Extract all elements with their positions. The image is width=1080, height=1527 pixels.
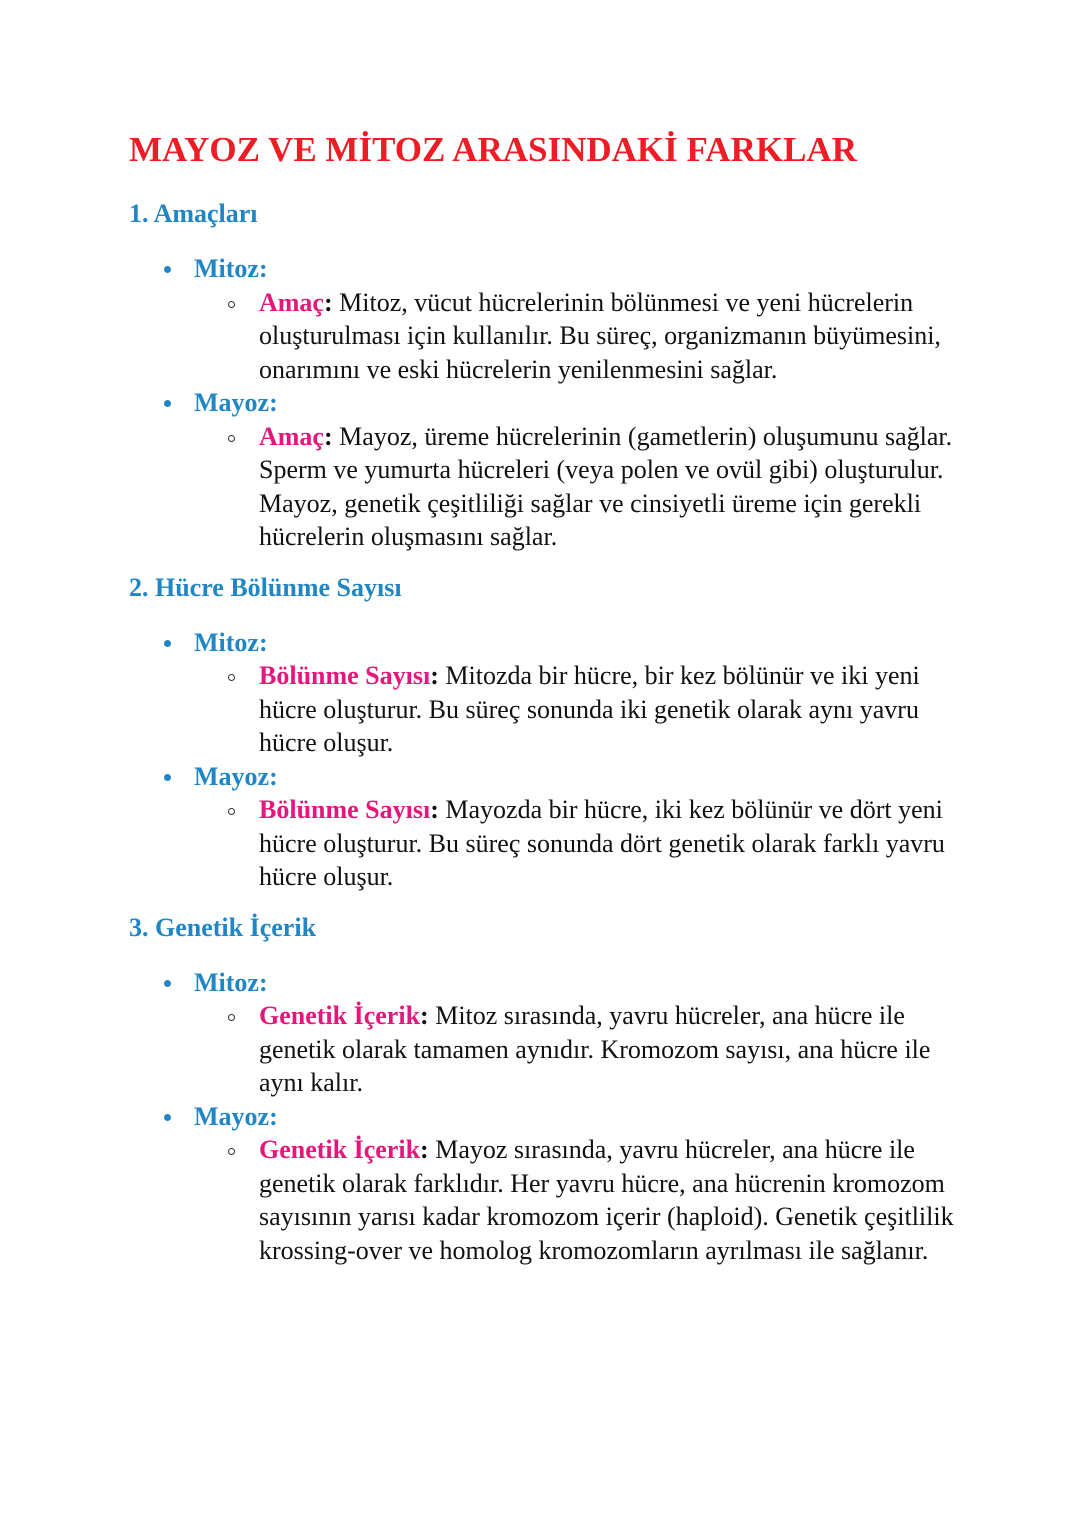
term-label: Genetik İçerik bbox=[259, 1135, 421, 1164]
term-label: Amaç bbox=[259, 287, 324, 317]
bullet-list bbox=[129, 252, 989, 554]
bullet-label: Mayoz: bbox=[194, 1101, 278, 1131]
sub-list bbox=[194, 1133, 989, 1267]
term-label: Bölünme Sayısı bbox=[259, 795, 431, 824]
bullet-item-mitoz bbox=[129, 966, 989, 1100]
sub-item bbox=[194, 420, 959, 554]
sub-text bbox=[259, 1135, 954, 1265]
bullet-item-mayoz bbox=[129, 760, 989, 894]
bullet-item-mitoz bbox=[129, 626, 989, 760]
sub-item bbox=[194, 659, 959, 760]
circle-bullet-icon bbox=[228, 808, 235, 815]
bullet-dot-icon bbox=[164, 266, 171, 273]
bullet-label: Mitoz: bbox=[194, 627, 268, 657]
item-text: Mitozda bir hücre, bir kez bölünür ve iki yeni hücre oluşturur. Bu süreç sonunda iki genetik olarak aynı yavru hücre oluşur. bbox=[259, 661, 920, 757]
bullet-label: Mitoz: bbox=[194, 967, 268, 997]
term-colon: : bbox=[323, 287, 333, 317]
sub-list bbox=[194, 659, 989, 760]
section-amaclari bbox=[129, 194, 989, 554]
bullet-label: Mayoz: bbox=[194, 388, 278, 417]
bullet-item-mayoz bbox=[129, 386, 989, 554]
sub-item bbox=[194, 286, 959, 387]
sub-item bbox=[194, 999, 959, 1100]
sub-list bbox=[194, 286, 989, 387]
bullet-dot-icon bbox=[164, 400, 171, 407]
bullet-item-mayoz bbox=[129, 1100, 989, 1268]
sub-list bbox=[194, 999, 989, 1100]
term-label: Amaç bbox=[259, 421, 324, 451]
document-title: MAYOZ VE MİTOZ ARASINDAKİ FARKLAR bbox=[129, 130, 857, 169]
bullet-dot-icon bbox=[164, 980, 171, 987]
circle-bullet-icon bbox=[228, 301, 235, 308]
term-colon: : bbox=[420, 1001, 429, 1030]
item-text: Mayozda bir hücre, iki kez bölünür ve dört yeni hücre oluşturur. Bu süreç sonunda dört genetik olarak farklı yavru hücre oluşur. bbox=[259, 795, 945, 891]
term-label: Genetik İçerik bbox=[259, 1001, 421, 1030]
circle-bullet-icon bbox=[228, 1148, 235, 1155]
sub-text bbox=[259, 288, 941, 384]
section-hucre-bolunme-sayisi bbox=[129, 568, 989, 894]
item-text: Mitoz, vücut hücrelerinin bölünmesi ve yeni hücrelerin oluşturulması için kullanılır. Bu süreç, organizmanın büyümesini, onarımını ve eski hücrelerin yenilenmesini sağlar. bbox=[259, 287, 941, 384]
item-text: Mayoz sırasında, yavru hücreler, ana hücre ile genetik olarak farklıdır. Her yavru hücre, ana hücrenin kromozom sayısının yarısı kadar kromozom içerir (haploid). Genetik çeşitlilik krossing-over ve homolog kromozomların ayrılması ile sağlanır. bbox=[259, 1135, 954, 1265]
sub-text bbox=[259, 422, 952, 552]
term-colon: : bbox=[420, 1135, 429, 1164]
bullet-label: Mayoz: bbox=[194, 761, 278, 791]
sub-item bbox=[194, 793, 959, 894]
section-heading: 1. Amaçları bbox=[129, 199, 258, 228]
bullet-label: Mitoz: bbox=[194, 254, 268, 283]
sub-list bbox=[194, 420, 989, 554]
sub-text bbox=[259, 661, 920, 757]
bullet-list bbox=[129, 626, 989, 894]
term-label: Bölünme Sayısı bbox=[259, 661, 431, 690]
term-colon: : bbox=[430, 795, 439, 824]
document-page bbox=[129, 120, 989, 1267]
sub-text bbox=[259, 795, 945, 891]
bullet-list bbox=[129, 966, 989, 1268]
item-text: Mitoz sırasında, yavru hücreler, ana hücre ile genetik olarak tamamen aynıdır. Kromozom sayısı, ana hücre ile aynı kalır. bbox=[259, 1001, 931, 1097]
circle-bullet-icon bbox=[228, 435, 235, 442]
section-heading: 2. Hücre Bölünme Sayısı bbox=[129, 572, 402, 602]
bullet-dot-icon bbox=[164, 640, 171, 647]
bullet-dot-icon bbox=[164, 1114, 171, 1121]
bullet-dot-icon bbox=[164, 774, 171, 781]
circle-bullet-icon bbox=[228, 1014, 235, 1021]
item-text: Mayoz, üreme hücrelerinin (gametlerin) oluşumunu sağlar. Sperm ve yumurta hücreleri (veya polen ve ovül gibi) oluşturulur. Mayoz, genetik çeşitliliği sağlar ve cinsiyetli üreme için gerekli hücrelerin oluşmasını sağlar. bbox=[259, 421, 953, 551]
section-heading: 3. Genetik İçerik bbox=[129, 912, 317, 942]
section-genetik-icerik bbox=[129, 908, 989, 1268]
term-colon: : bbox=[323, 421, 333, 451]
term-colon: : bbox=[430, 661, 439, 690]
sub-list bbox=[194, 793, 989, 894]
sub-item bbox=[194, 1133, 959, 1267]
circle-bullet-icon bbox=[228, 674, 235, 681]
sub-text bbox=[259, 1001, 930, 1097]
bullet-item-mitoz bbox=[129, 252, 989, 386]
